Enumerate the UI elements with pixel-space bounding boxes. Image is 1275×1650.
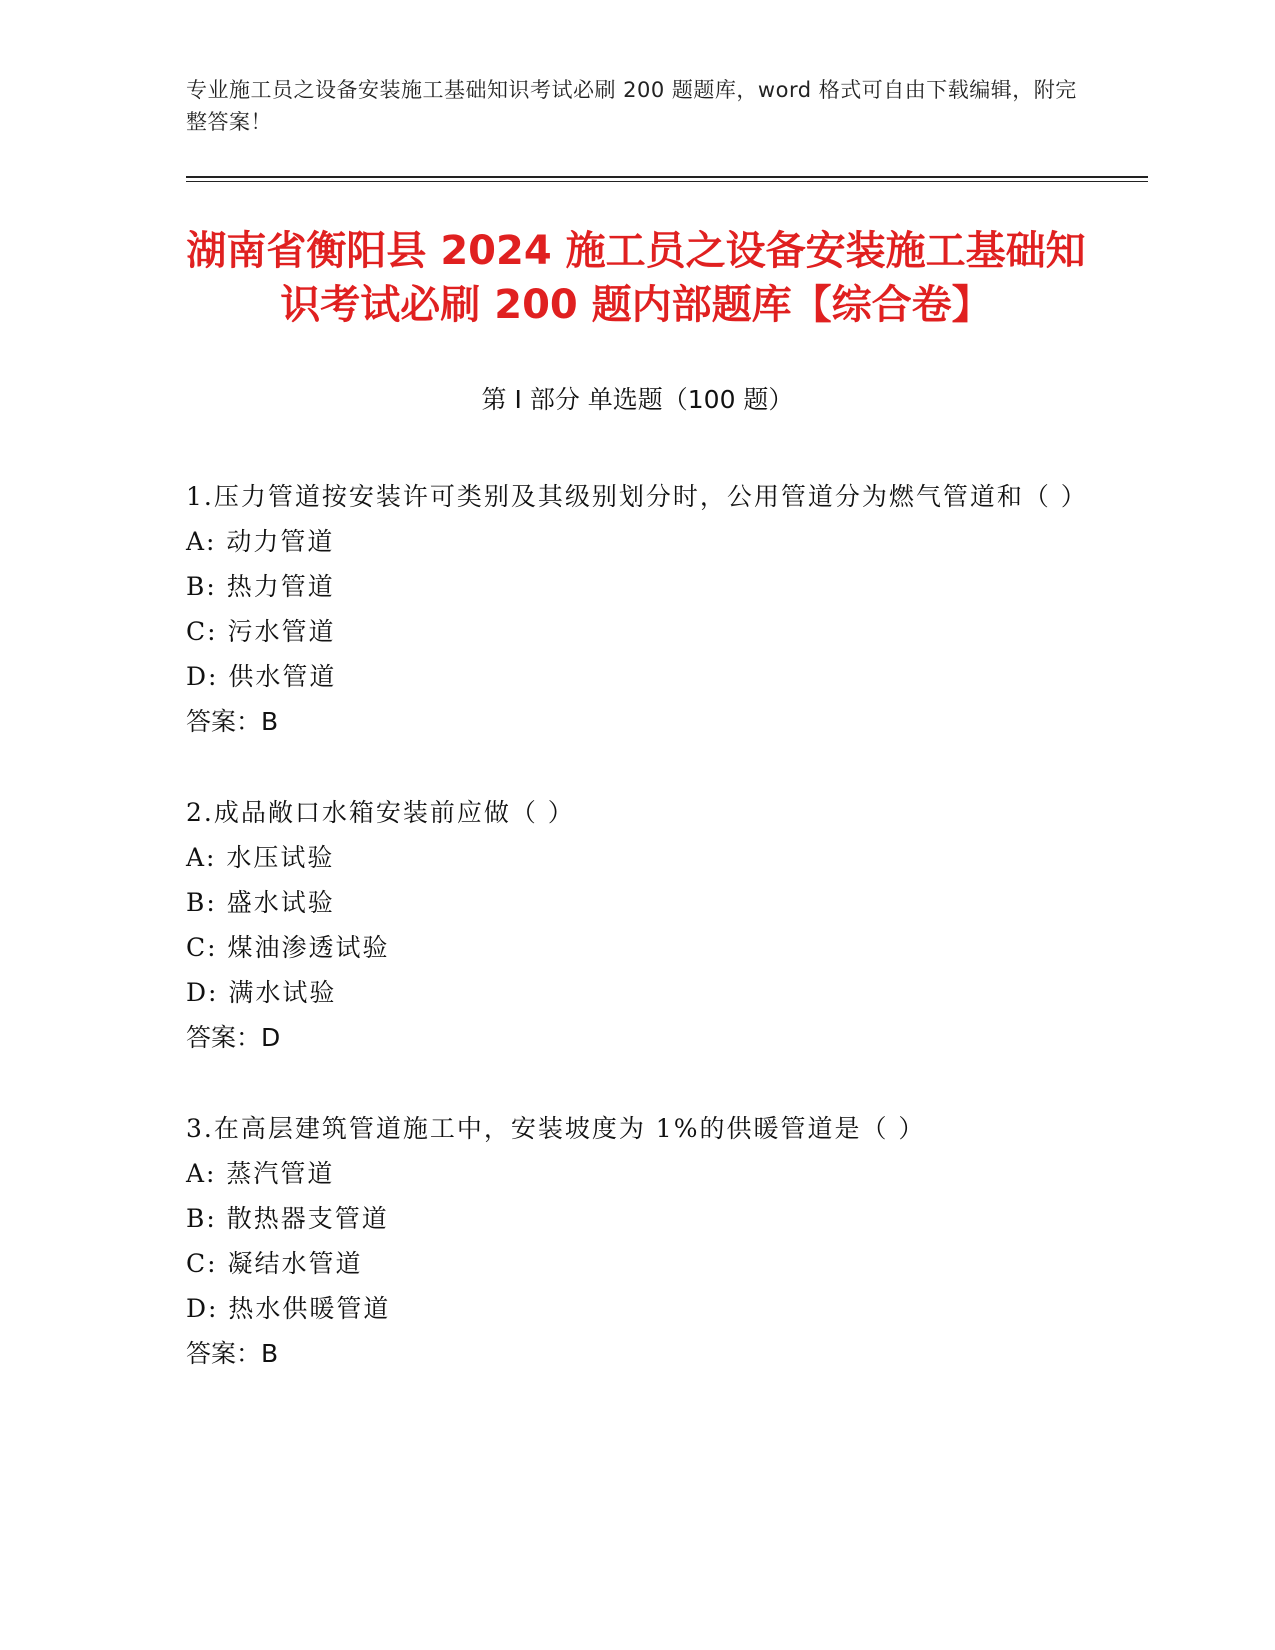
header-divider-thick xyxy=(186,176,1148,178)
option-c: C: 凝结水管道 xyxy=(186,1249,363,1278)
option-b: B: 热力管道 xyxy=(186,572,335,601)
answer-label: 答案：D xyxy=(186,1023,281,1052)
question-2 xyxy=(186,790,1086,1060)
option-a: A: 动力管道 xyxy=(186,527,335,556)
option-b: B: 盛水试验 xyxy=(186,888,335,917)
question-1 xyxy=(186,474,1086,744)
document-title: 湖南省衡阳县 2024 施工员之设备安装施工基础知识考试必刷 200 题内部题库【综合卷】 xyxy=(186,228,1086,328)
section-title: 第 I 部分 单选题（100 题） xyxy=(481,385,794,414)
option-a: A: 水压试验 xyxy=(186,843,335,872)
header-divider-thin xyxy=(186,181,1148,182)
option-d: D: 热水供暖管道 xyxy=(186,1294,391,1323)
option-a: A: 蒸汽管道 xyxy=(186,1159,335,1188)
option-d: D: 满水试验 xyxy=(186,978,337,1007)
question-list xyxy=(186,474,1086,1422)
question-stem: 1.压力管道按安装许可类别及其级别划分时，公用管道分为燃气管道和（ ） xyxy=(186,482,1088,511)
option-c: C: 污水管道 xyxy=(186,617,336,646)
question-stem: 2.成品敞口水箱安装前应做（ ） xyxy=(186,798,575,827)
option-d: D: 供水管道 xyxy=(186,662,337,691)
option-b: B: 散热器支管道 xyxy=(186,1204,389,1233)
header-note: 专业施工员之设备安装施工基础知识考试必刷 200 题题库，word 格式可自由下载编辑，附完整答案！ xyxy=(186,78,1077,134)
answer-label: 答案：B xyxy=(186,1339,279,1368)
answer-label: 答案：B xyxy=(186,707,279,736)
question-stem: 3.在高层建筑管道施工中，安装坡度为 1%的供暖管道是（ ） xyxy=(186,1114,926,1143)
option-c: C: 煤油渗透试验 xyxy=(186,933,390,962)
question-3 xyxy=(186,1106,1086,1376)
